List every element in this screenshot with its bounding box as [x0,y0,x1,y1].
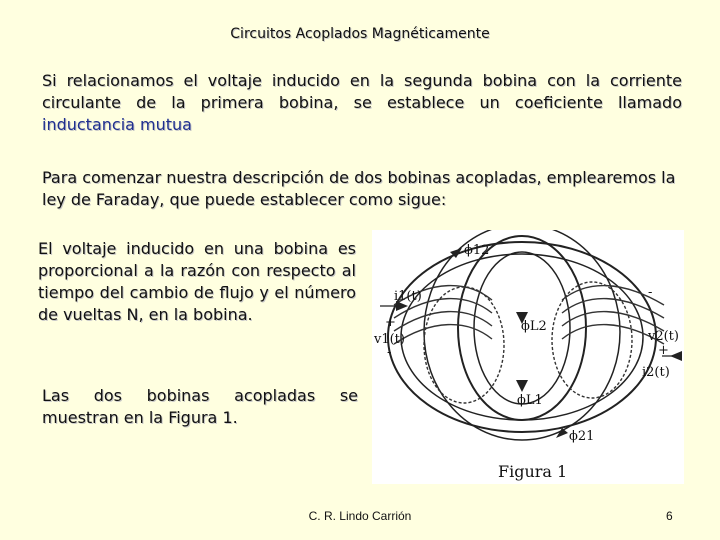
paragraph1-text: Si relacionamos el voltaje inducido en la segunda bobina con la corriente circulante de la primera bobina, se establece un coeficiente llamado [42,71,682,112]
label-phiL1: ϕL1 [517,393,543,408]
label-v2: v2(t) [648,329,679,344]
label-i1: i1(t) [394,289,422,304]
footer-author: C. R. Lindo Carrión [308,509,412,523]
flux-loop-phi21 [424,230,620,440]
label-phi12: ϕ12 [464,243,490,258]
figure-caption: Figura 1 [498,462,568,481]
coupled-coils-diagram [372,230,684,484]
label-phi21: ϕ21 [569,429,595,444]
label-v2-plus: + [658,343,669,358]
label-v1-minus: - [387,345,392,360]
paragraph-mutual-inductance [42,70,682,136]
paragraph-faraday-intro: Para comenzar nuestra descripción de dos bobinas acopladas, emplearemos la ley de Faraday, que puede establecer como sigue: [42,168,676,209]
paragraph-figure-reference: Las dos bobinas acopladas se muestran en la Figura 1. [42,386,358,427]
label-i2: i2(t) [642,365,670,380]
coupled-coils-figure [372,230,684,484]
slide-title: Circuitos Acoplados Magnéticamente [230,26,490,42]
left-flux-phiL1 [424,287,504,403]
label-phiL2: ϕL2 [521,319,547,334]
paragraph-induced-voltage: El voltaje inducido en una bobina es proporcional a la razón con respecto al tiempo del cambio de flujo y el número de vueltas N, en la bobina. [38,239,356,324]
page-number: 6 [666,509,673,523]
label-v2-minus: - [648,285,653,300]
label-v1-plus: + [385,315,396,330]
mutual-inductance-term: inductancia mutua [42,115,192,134]
label-v1: v1(t) [374,332,405,347]
arrow-phiL1 [516,380,528,392]
